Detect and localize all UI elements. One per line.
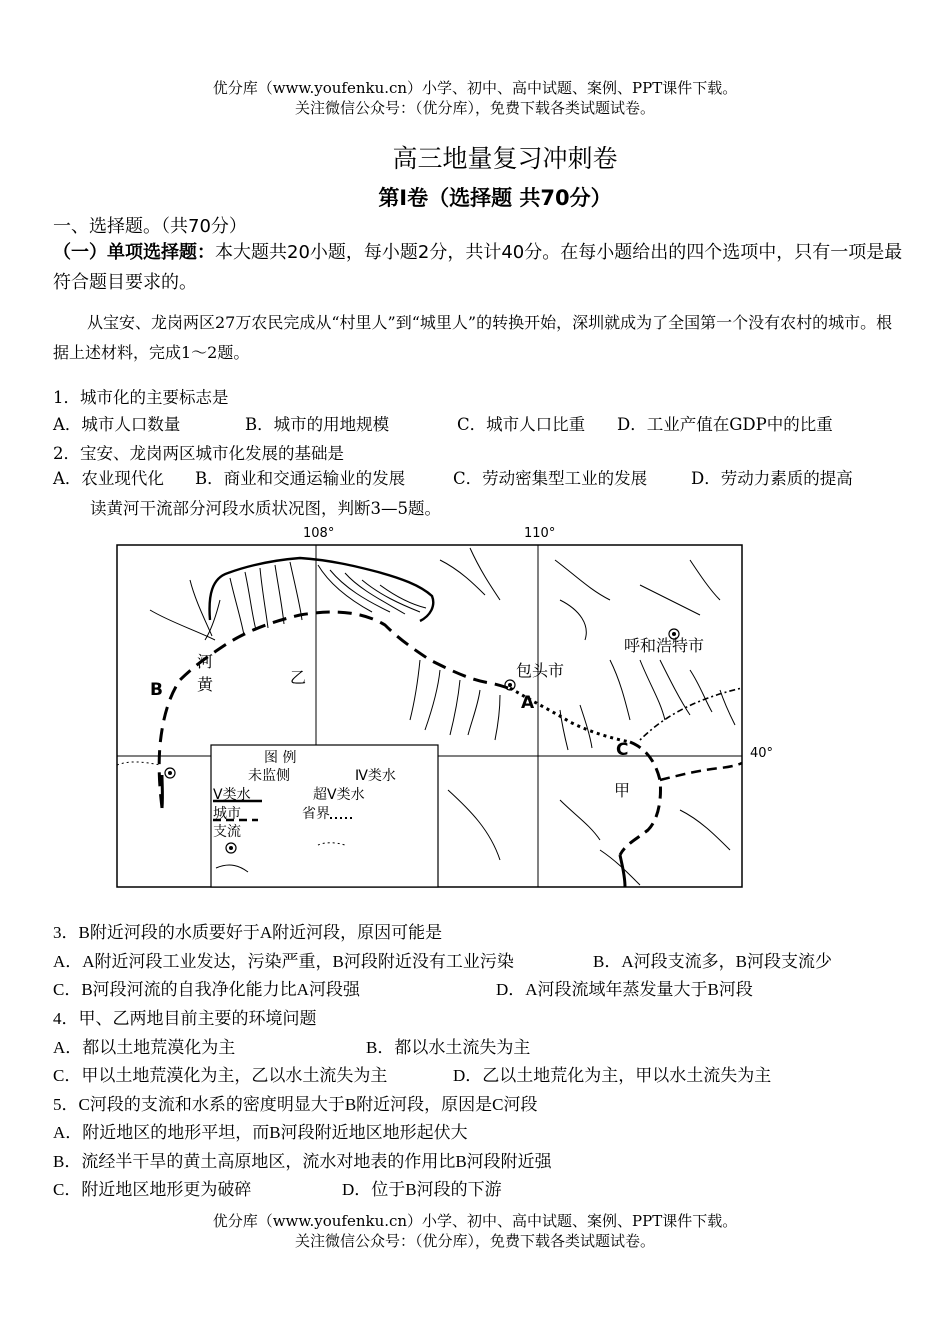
label-b: B <box>150 680 163 700</box>
legend-over5: 超Ⅴ类水 <box>313 787 365 803</box>
q2-option-b: B．商业和交通运输业的发展 <box>195 469 406 488</box>
question-4-options-row1 <box>53 1033 530 1058</box>
material-2: 读黄河干流部分河段水质状况图，判断3—5题。 <box>90 499 441 518</box>
label-hohhot: 呼和浩特市 <box>624 636 705 655</box>
q4-option-c: C．甲以土地荒漠化为主，乙以水土流失为主 <box>53 1066 388 1085</box>
material-1: 从宝安、龙岗两区27万农民完成从“村里人”到“城里人”的转换开始，深圳就成为了全国第一个没有农村的城市。根据上述材料，完成1～2题。 <box>53 313 893 362</box>
legend-province-border: 省界 <box>302 806 330 822</box>
q5-option-c: C．附近地区地形更为破碎 <box>53 1180 252 1199</box>
q1-option-d: D．工业产值在GDP中的比重 <box>617 415 833 434</box>
label-lon-108: 108° <box>303 526 335 541</box>
legend-tributary: 支流 <box>213 824 241 840</box>
legend-unmonitored: 未监侧 <box>248 768 290 784</box>
question-1-stem: 1．城市化的主要标志是 <box>53 388 229 407</box>
question-3-options-row2 <box>53 975 753 1000</box>
label-a: A <box>521 693 535 713</box>
question-5-stem: 5．C河段的支流和水系的密度明显大于B附近河段，原因是C河段 <box>53 1095 538 1114</box>
label-yi: 乙 <box>290 668 307 687</box>
label-c: C <box>616 740 629 760</box>
city-symbol-west <box>165 768 175 778</box>
q5-option-d: D．位于B河段的下游 <box>342 1180 502 1199</box>
yellow-river-water-quality-map <box>0 515 950 895</box>
question-1-options <box>53 411 833 435</box>
other-rivers <box>410 548 735 885</box>
label-he: 河 <box>197 652 214 671</box>
section-heading: 一、选择题。（共70分） <box>53 216 247 237</box>
label-lon-110: 110° <box>524 526 556 541</box>
question-4-options-row2 <box>53 1061 771 1086</box>
river-branch-east <box>660 763 742 780</box>
instructions <box>53 238 903 298</box>
question-5-options-row3 <box>53 1175 502 1200</box>
legend-class4: Ⅳ类水 <box>355 768 396 784</box>
province-border <box>640 688 742 740</box>
q4-option-d: D．乙以土地荒化为主，甲以水土流失为主 <box>453 1066 772 1085</box>
question-3-stem: 3．B附近河段的水质要好于A附近河段，原因可能是 <box>53 923 443 942</box>
q1-option-a: A．城市人口数量 <box>53 415 181 434</box>
footer-line-1: 优分库（www.youfenku.cn）小学、初中、高中试题、案例、PPT课件下载。 <box>212 1212 738 1230</box>
question-4-stem: 4．甲、乙两地目前主要的环境问题 <box>53 1009 317 1028</box>
instruction-text: 本大题共20小题，每小题2分，共计40分。在每小题给出的四个选项中，只有一项是最符合题目要求的。 <box>53 242 903 293</box>
legend-city: 城市 <box>213 806 241 822</box>
q1-option-b: B．城市的用地规模 <box>245 415 390 434</box>
q5-option-a: A．附近地区的地形平坦，而B河段附近地区地形起伏大 <box>53 1123 468 1142</box>
q5-option-b: B．流经半干旱的黄土高原地区，流水对地表的作用比B河段附近强 <box>53 1152 552 1171</box>
q2-option-d: D．劳动力素质的提高 <box>691 469 853 488</box>
q3-option-b: B．A河段支流多，B河段支流少 <box>593 952 832 971</box>
legend-class5: Ⅴ类水 <box>213 787 251 803</box>
q2-option-a: A．农业现代化 <box>53 469 164 488</box>
q1-option-c: C．城市人口比重 <box>457 415 586 434</box>
q3-option-c: C．B河段河流的自我净化能力比A河段强 <box>53 980 360 999</box>
question-3-options-row1 <box>53 947 832 972</box>
river-segment-class5-east <box>620 855 625 887</box>
header-line-1: 优分库（www.youfenku.cn）小学、初中、高中试题、案例、PPT课件下载。 <box>212 79 738 97</box>
footer-line-2: 关注微信公众号：（优分库），免费下载各类试题试卷。 <box>294 1232 655 1250</box>
page-title: 高三地量复习冲刺卷 <box>392 144 618 173</box>
label-baotou: 包头市 <box>516 661 565 680</box>
q2-option-c: C．劳动密集型工业的发展 <box>453 469 648 488</box>
q3-option-d: D．A河段流域年蒸发量大于B河段 <box>496 980 753 999</box>
question-2-stem: 2．宝安、龙岗两区城市化发展的基础是 <box>53 444 344 463</box>
header-line-2: 关注微信公众号：（优分库），免费下载各类试题试卷。 <box>294 99 655 117</box>
instruction-bold: （一）单项选择题： <box>53 242 215 263</box>
label-lat-40: 40° <box>750 746 774 761</box>
question-2-options <box>53 465 853 489</box>
province-border-west <box>117 762 160 765</box>
legend-title: 图 例 <box>264 750 297 766</box>
q4-option-b: B．都以水土流失为主 <box>366 1038 531 1057</box>
part-title: 第Ⅰ卷（选择题 共70分） <box>378 186 612 210</box>
q4-option-a: A．都以土地荒漠化为主 <box>53 1038 236 1057</box>
label-huang: 黄 <box>197 675 214 694</box>
q3-option-a: A．A附近河段工业发达，污染严重，B河段附近没有工业污染 <box>53 952 514 971</box>
label-jia: 甲 <box>614 781 631 800</box>
